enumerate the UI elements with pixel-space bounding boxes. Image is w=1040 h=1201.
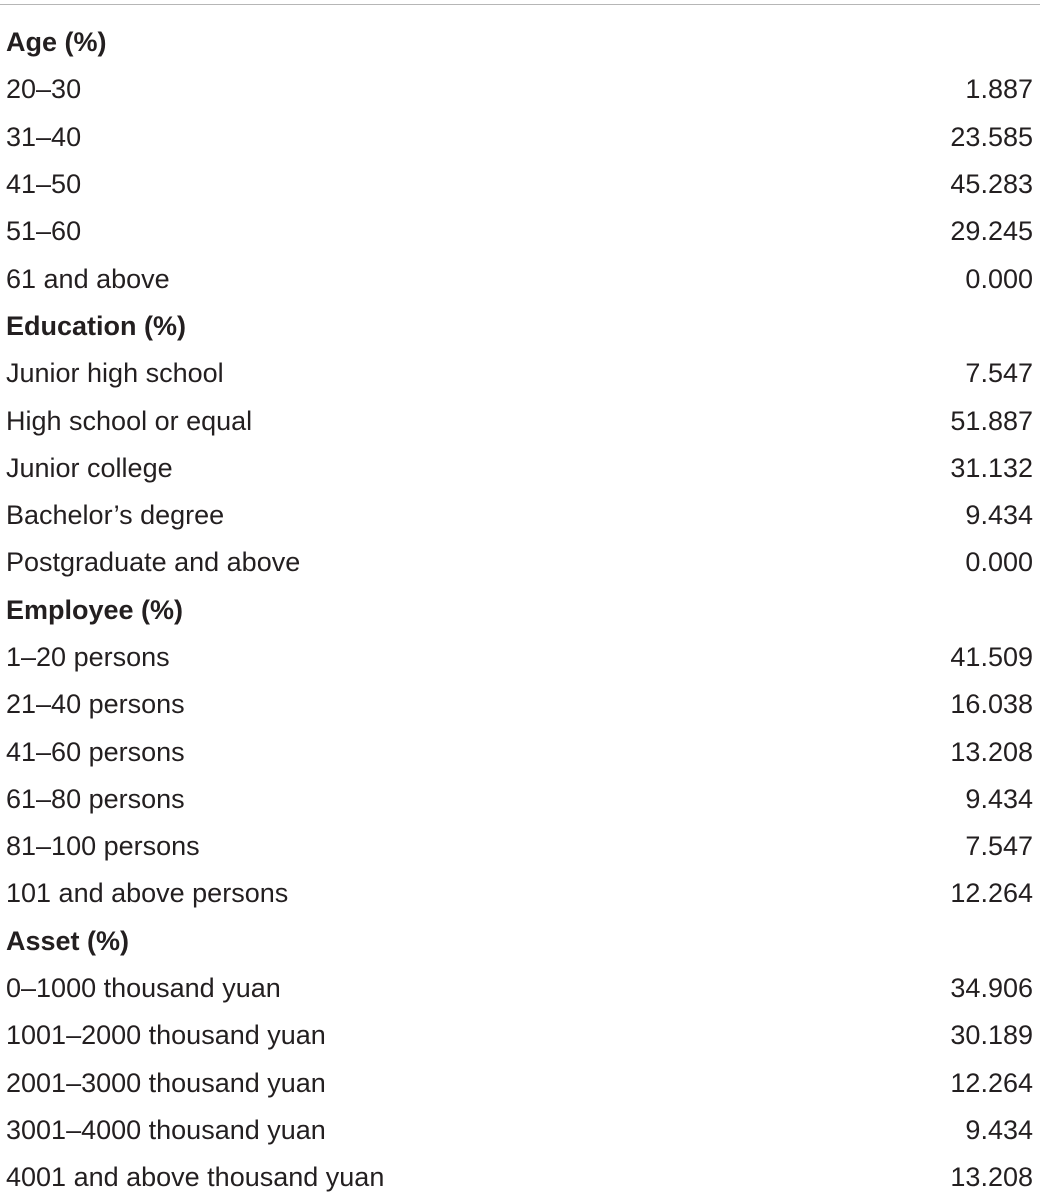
row-value: 9.434 [965, 1114, 1033, 1145]
row-value: 30.189 [950, 1020, 1033, 1051]
section-header-education [0, 303, 1040, 350]
section-header-employee [0, 587, 1040, 634]
row-label: 4001 and above thousand yuan [6, 1162, 385, 1193]
section-title: Education (%) [6, 310, 186, 341]
row-value: 45.283 [950, 169, 1033, 200]
row-label: Postgraduate and above [6, 547, 301, 578]
row-label: 1001–2000 thousand yuan [6, 1020, 326, 1051]
table-row [0, 870, 1040, 917]
table-row [0, 1012, 1040, 1059]
row-label: Junior college [6, 452, 173, 483]
section-title: Asset (%) [6, 925, 130, 956]
table-row [0, 823, 1040, 870]
row-label: 51–60 [6, 216, 82, 247]
row-value: 31.132 [950, 452, 1033, 483]
table-row [0, 445, 1040, 492]
row-label: 3001–4000 thousand yuan [6, 1114, 326, 1145]
table-row [0, 728, 1040, 775]
table-row [0, 161, 1040, 208]
row-value: 0.000 [965, 263, 1033, 294]
row-value: 16.038 [950, 689, 1033, 720]
row-value: 7.547 [965, 831, 1033, 862]
table-top-rule [0, 4, 1040, 5]
row-value: 41.509 [950, 642, 1033, 672]
table-row [0, 539, 1040, 586]
table-row [0, 350, 1040, 397]
row-label: Bachelor’s degree [6, 500, 225, 531]
row-label: 20–30 [6, 74, 82, 105]
row-value: 7.547 [965, 358, 1033, 389]
row-value: 34.906 [950, 973, 1033, 1004]
row-value: 12.264 [950, 878, 1033, 909]
row-label: 31–40 [6, 121, 82, 152]
table-row [0, 492, 1040, 539]
row-label: 0–1000 thousand yuan [6, 973, 281, 1004]
table-row [0, 776, 1040, 823]
table-row [0, 114, 1040, 161]
row-value: 23.585 [950, 121, 1033, 152]
section-title: Age (%) [6, 27, 107, 58]
row-label: Junior high school [6, 358, 224, 389]
row-value: 13.208 [950, 736, 1033, 767]
row-label: 61–80 persons [6, 783, 185, 814]
row-value: 12.264 [950, 1067, 1033, 1098]
table-row [0, 255, 1040, 302]
row-label: 101 and above persons [6, 878, 289, 909]
table-row [0, 208, 1040, 255]
section-title: Employee (%) [6, 594, 184, 625]
row-value: 9.434 [965, 500, 1033, 531]
row-value: 1.887 [965, 74, 1033, 105]
row-label: 21–40 persons [6, 689, 185, 720]
table-body [0, 19, 1040, 1201]
row-label: 1–20 persons [6, 642, 170, 672]
row-value: 9.434 [965, 783, 1033, 814]
table-row [0, 965, 1040, 1012]
table-row [0, 634, 1040, 681]
table-row [0, 681, 1040, 728]
row-value: 51.887 [950, 405, 1033, 436]
row-label: 41–50 [6, 169, 82, 200]
row-label: 81–100 persons [6, 831, 200, 862]
table-row [0, 1154, 1040, 1201]
row-value: 29.245 [950, 216, 1033, 247]
table-row [0, 397, 1040, 444]
row-label: High school or equal [6, 405, 253, 436]
row-value: 13.208 [950, 1162, 1033, 1193]
table-row [0, 1060, 1040, 1107]
row-label: 61 and above [6, 263, 170, 294]
row-label: 41–60 persons [6, 736, 185, 767]
table-row [0, 66, 1040, 113]
section-header-asset [0, 918, 1040, 965]
section-header-age [0, 19, 1040, 66]
table-row [0, 1107, 1040, 1154]
row-label: 2001–3000 thousand yuan [6, 1067, 326, 1098]
row-value: 0.000 [965, 547, 1033, 578]
